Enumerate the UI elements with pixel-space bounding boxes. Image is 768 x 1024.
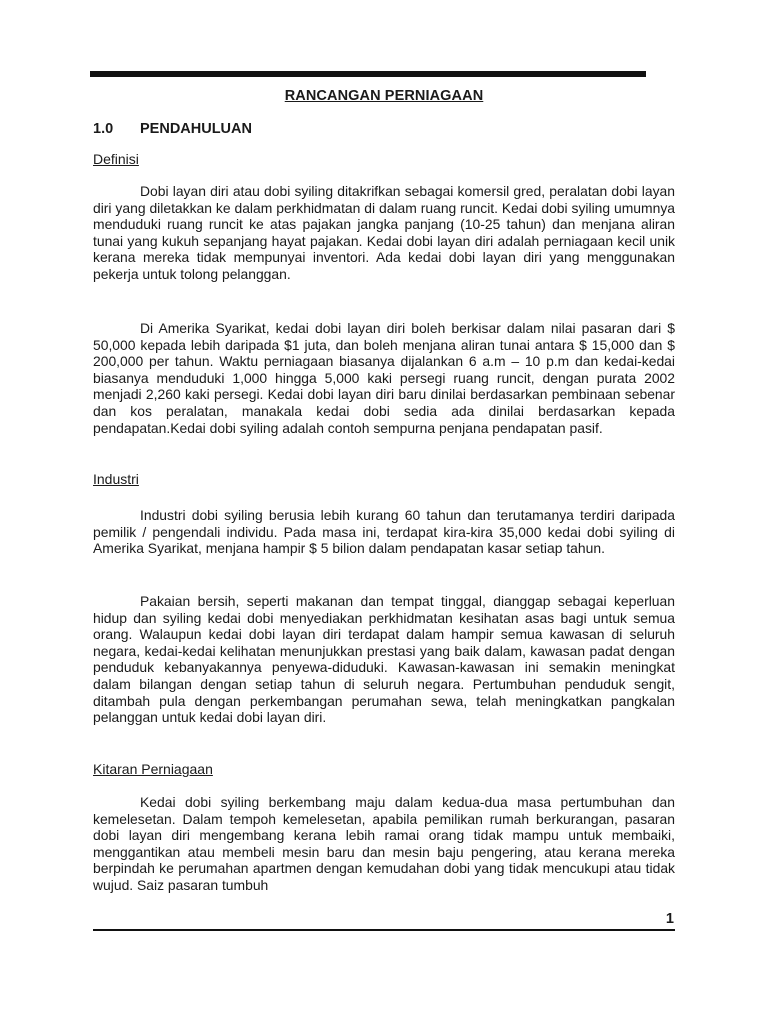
section-heading [93,121,252,137]
subheading-kitaran-perniagaan: Kitaran Perniagaan [93,761,213,777]
section-number: 1.0 [93,121,114,137]
bottom-rule [93,929,675,931]
page-number: 1 [665,911,674,927]
paragraph-definisi-1: Dobi layan diri atau dobi syiling ditakrifkan sebagai komersil gred, peralatan dobi layan diri yang diletakkan ke dalam perkhidmatan di dalam ruang runcit. Kedai dobi syiling umumnya menduduki ruang runcit ke atas pajakan jangka panjang (10-25 tahun) dan menjana aliran tunai yang kukuh sepanjang hayat pajakan. Kedai dobi layan diri adalah perniagaan kecil unik kerana mereka tidak mempunyai inventori. Ada kedai dobi layan diri yang menggunakan pekerja untuk tolong pelanggan. [93,183,675,282]
document-title: RANCANGAN PERNIAGAAN [284,88,484,104]
subheading-definisi: Definisi [93,151,139,167]
section-title: PENDAHULUAN [140,121,252,137]
paragraph-industri-1: Industri dobi syiling berusia lebih kurang 60 tahun dan terutamanya terdiri daripada pemilik / pengendali individu. Pada masa ini, terdapat kira-kira 35,000 kedai dobi syiling di Amerika Syarikat, menjana hampir $ 5 bilion dalam pendapatan kasar setiap tahun. [93,507,675,557]
top-rule [90,71,646,77]
paragraph-kitaran-1: Kedai dobi syiling berkembang maju dalam kedua-dua masa pertumbuhan dan kemelesetan. Dalam tempoh kemelesetan, apabila pemilikan rumah berkurangan, pasaran dobi layan diri mengembang kerana lebih ramai orang tidak mampu untuk membaiki, menggantikan atau membeli mesin baru dan mesin baju pengering, atau kerana mereka berpindah ke perumahan apartmen dengan kemudahan dobi yang tidak mencukupi atau tidak wujud. Saiz pasaran tumbuh [93,794,675,893]
subheading-industri: Industri [93,471,139,487]
paragraph-definisi-2: Di Amerika Syarikat, kedai dobi layan diri boleh berkisar dalam nilai pasaran dari $ 50,000 kepada lebih daripada $1 juta, dan boleh menjana aliran tunai antara $ 15,000 dan $ 200,000 per tahun. Waktu perniagaan biasanya dijalankan 6 a.m – 10 p.m dan kedai-kedai biasanya menduduki 1,000 hingga 5,000 kaki persegi ruang runcit, dengan purata 2002 menjadi 2,260 kaki persegi. Kedai dobi layan diri baru dinilai berdasarkan pembinaan sebenar dan kos peralatan, manakala kedai dobi sedia ada dinilai berdasarkan kepada pendapatan.Kedai dobi syiling adalah contoh sempurna penjana pendapatan pasif. [93,320,675,436]
paragraph-industri-2: Pakaian bersih, seperti makanan dan tempat tinggal, dianggap sebagai keperluan hidup dan syiling kedai dobi menyediakan perkhidmatan kesihatan asas bagi untuk semua orang. Walaupun kedai dobi layan diri terdapat dalam hampir semua kawasan di seluruh negara, kedai-kedai kelihatan menunjukkan prestasi yang baik dalam, kawasan padat dengan penduduk kebanyakannya penyewa-diduduki. Kawasan-kawasan ini semakin meningkat dalam bilangan dengan setiap tahun di seluruh negara. Pertumbuhan penduduk sengit, ditambah pula dengan perkembangan perumahan sewa, telah meningkatkan pangkalan pelanggan untuk kedai dobi layan diri. [93,593,675,726]
